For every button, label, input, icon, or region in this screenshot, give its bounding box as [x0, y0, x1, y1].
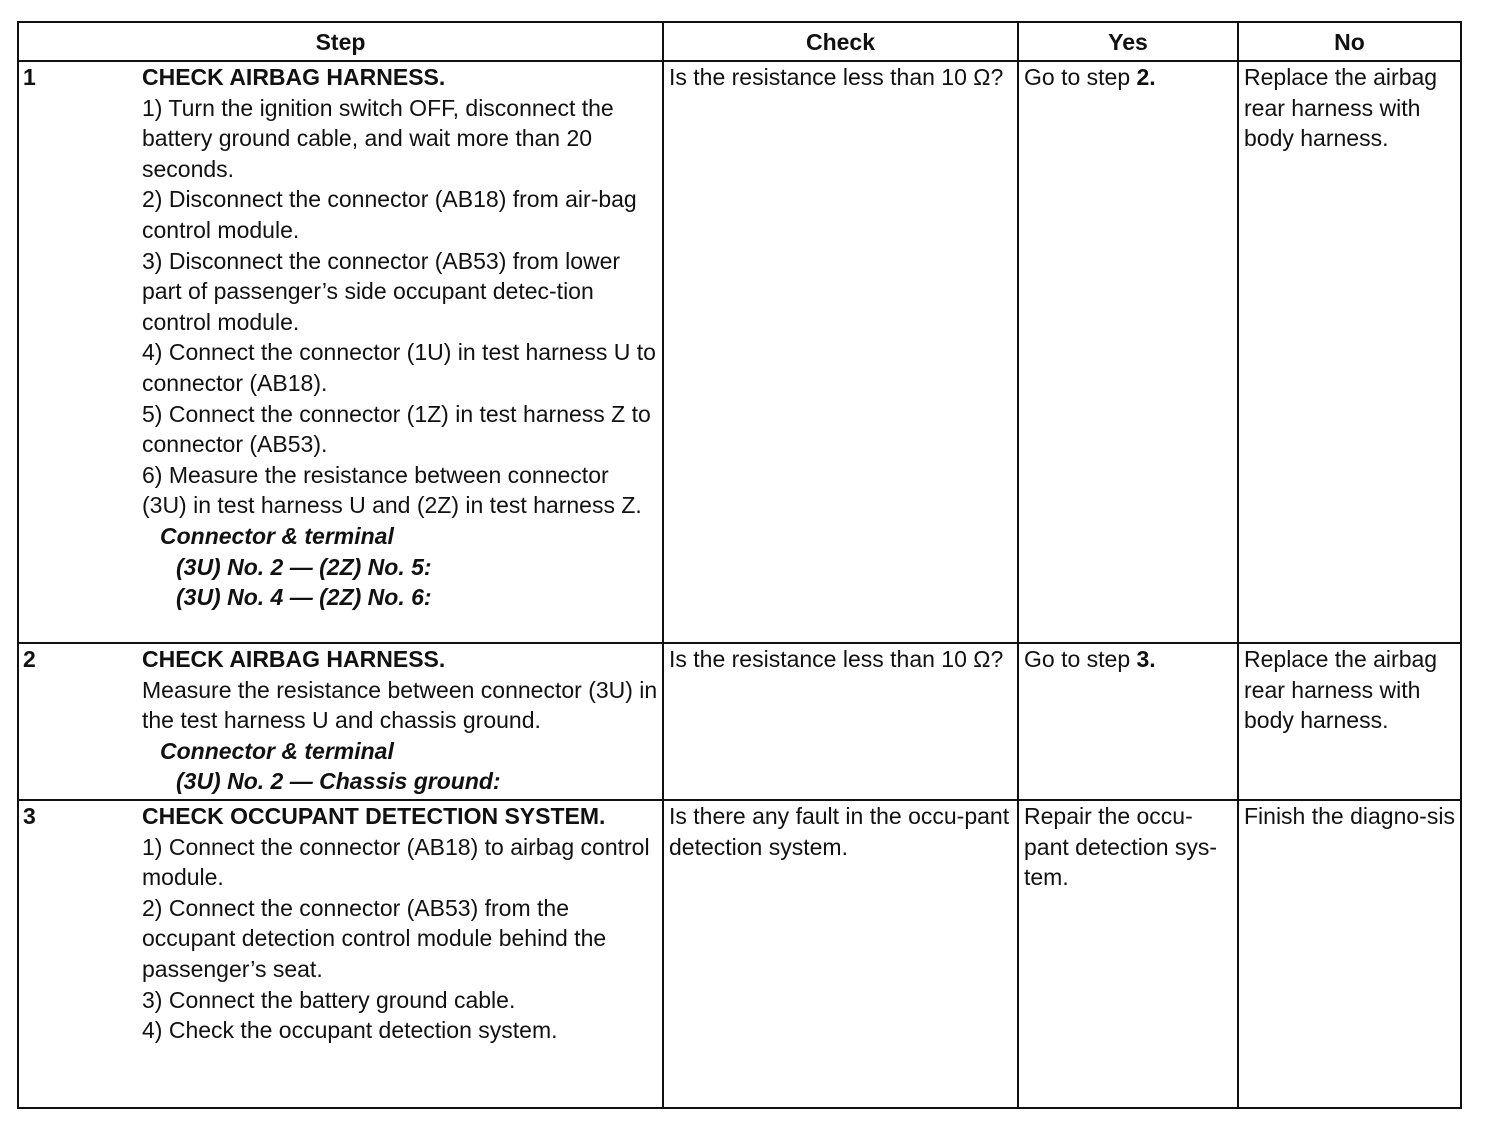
- step-instruction: Measure the resistance between connector (3U) in the test harness U and chassis ground.: [142, 676, 658, 734]
- terminal-spec: (3U) No. 2 — (2Z) No. 5:: [176, 553, 432, 580]
- step-cell: [18, 61, 663, 643]
- step-instruction: 1) Connect the connector (AB18) to airbag control module.: [142, 833, 650, 891]
- step-body: [142, 644, 662, 797]
- step-instruction: 3) Disconnect the connector (AB53) from lower part of passenger’s side occupant detec-tion control module.: [142, 247, 621, 335]
- check-cell: Is there any fault in the occu-pant detection system.: [663, 800, 1018, 1108]
- no-cell: Finish the diagno-sis: [1238, 800, 1461, 1108]
- yes-cell: [1018, 643, 1238, 800]
- terminal-spec: (3U) No. 2 — Chassis ground:: [176, 768, 501, 795]
- yes-prefix: Go to step: [1024, 64, 1137, 90]
- step-instruction: 4) Check the occupant detection system.: [142, 1017, 558, 1044]
- step-number: 3: [23, 803, 36, 829]
- step-title: CHECK OCCUPANT DETECTION SYSTEM.: [142, 803, 606, 829]
- step-body: [142, 62, 662, 613]
- step-instruction: 3) Connect the battery ground cable.: [142, 986, 516, 1013]
- header-no: No: [1238, 22, 1461, 61]
- step-instruction: 4) Connect the connector (1U) in test harness U to connector (AB18).: [142, 339, 656, 396]
- connector-terminal-heading: Connector & terminal: [160, 522, 394, 549]
- check-cell: Is the resistance less than 10 Ω?: [663, 643, 1018, 800]
- yes-step-ref: 2.: [1136, 64, 1156, 90]
- connector-terminal-heading: Connector & terminal: [160, 737, 394, 764]
- yes-prefix: Go to step: [1024, 646, 1137, 672]
- diagnostic-table: [17, 21, 1462, 1109]
- header-check: Check: [663, 22, 1018, 61]
- yes-step-ref: 3.: [1136, 646, 1156, 672]
- header-yes: Yes: [1018, 22, 1238, 61]
- step-title: CHECK AIRBAG HARNESS.: [142, 646, 446, 672]
- check-cell: Is the resistance less than 10 Ω?: [663, 61, 1018, 643]
- step-cell: [18, 643, 663, 800]
- step-instruction: 1) Turn the ignition switch OFF, disconnect the battery ground cable, and wait more than 20 seconds.: [142, 94, 614, 182]
- step-instruction: 2) Connect the connector (AB53) from the occupant detection control module behind the passenger’s seat.: [142, 894, 607, 982]
- terminal-spec: (3U) No. 4 — (2Z) No. 6:: [176, 584, 432, 611]
- yes-cell: Repair the occu-pant detection sys-tem.: [1018, 800, 1238, 1108]
- header-step: Step: [18, 22, 663, 61]
- header-row: [18, 22, 1461, 61]
- step-instruction: 5) Connect the connector (1Z) in test harness Z to connector (AB53).: [142, 400, 651, 458]
- step-title: CHECK AIRBAG HARNESS.: [142, 64, 446, 90]
- step-number: 1: [23, 64, 36, 90]
- table-row: [18, 800, 1461, 1108]
- no-cell: Replace the airbag rear harness with body harness.: [1238, 643, 1461, 800]
- yes-cell: [1018, 61, 1238, 643]
- table-row: [18, 61, 1461, 643]
- table-row: [18, 643, 1461, 800]
- step-instruction: 2) Disconnect the connector (AB18) from air-bag control module.: [142, 186, 637, 243]
- step-number: 2: [23, 646, 36, 672]
- step-instruction: 6) Measure the resistance between connector (3U) in test harness U and (2Z) in test harness Z.: [142, 461, 642, 519]
- no-cell: Replace the airbag rear harness with body harness.: [1238, 61, 1461, 643]
- step-body: [142, 801, 662, 1046]
- step-cell: [18, 800, 663, 1108]
